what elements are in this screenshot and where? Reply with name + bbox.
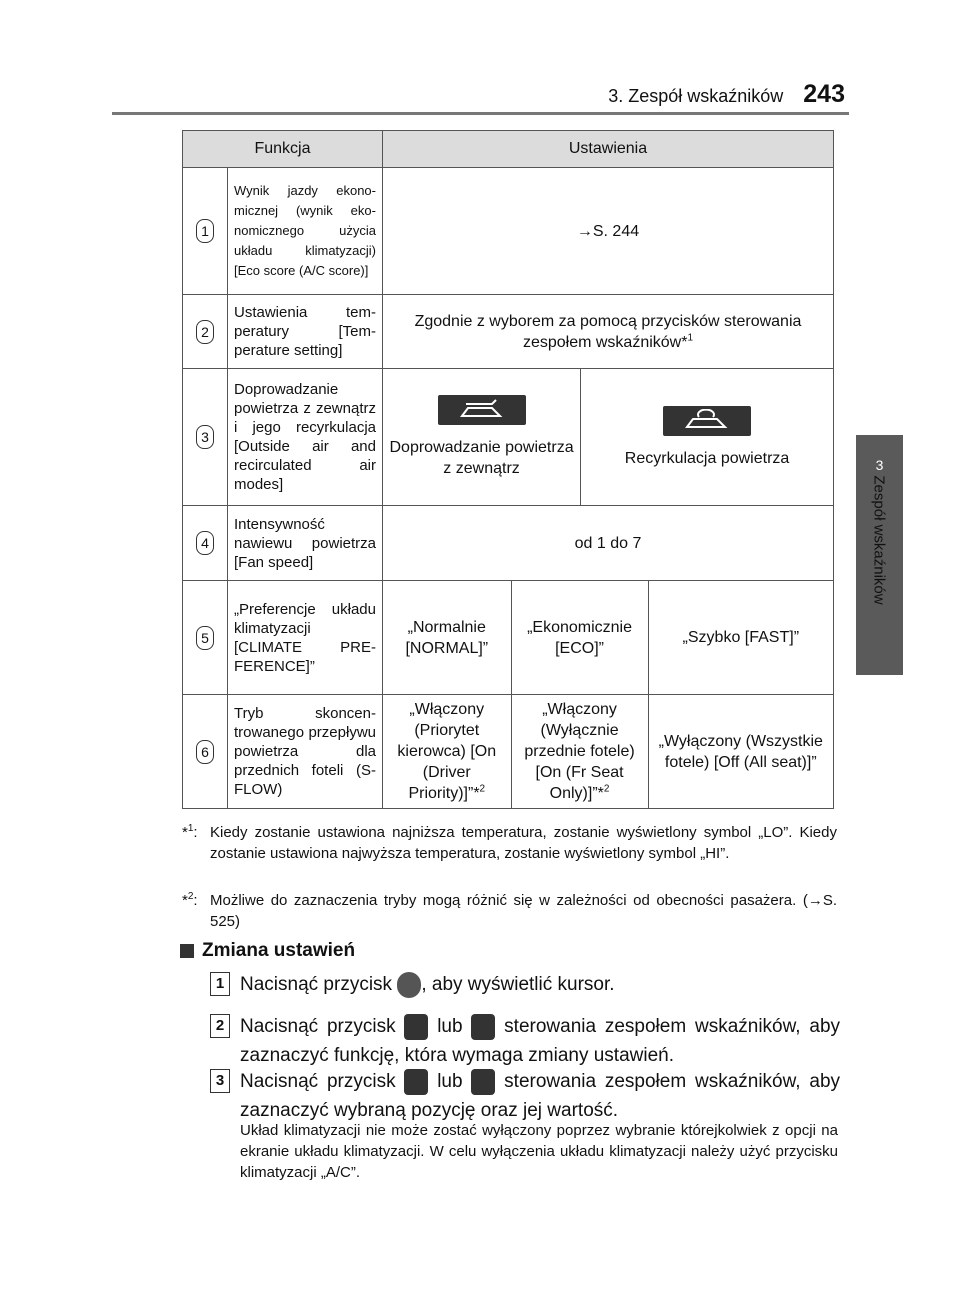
table-row [183,369,834,506]
function-cell: Tryb skoncentrowanego przepływu powietrza dla przednich foteli (S-FLOW) [228,695,383,809]
arrow-right-icon: → [807,892,823,909]
option-off-all: „Wyłączony (Wszystkie fotele) [Off (All seat)]” [648,695,833,809]
function-cell: Doprowadzanie powietrza z zewnątrz i jego recyrkulacja [Outside air and recirculated air modes] [228,369,383,506]
header-settings: Ustawienia [383,131,834,168]
option-fast: „Szybko [FAST]” [648,581,833,695]
arrow-right-icon: → [576,222,593,240]
option-on-front: „Włączony (Wyłącznie przednie fotele) [On (Fr Seat Only)]”*$^2$ [511,695,648,809]
section-title: 3. Zespół wskaźników [608,86,784,106]
value-cell: od 1 do 7 [383,506,834,581]
chapter-number: 3 [875,457,884,473]
step-1: 1 Nacisnąć przycisk , aby wyświetlić kursor. [210,970,840,999]
table-row [183,506,834,581]
ok-button-icon [397,972,421,998]
outside-air-cell: Doprowadzanie powietrza z zewnątrz [383,369,581,506]
table-row [183,168,834,295]
function-cell: Wynik jazdy ekonomicznej (wynik ekonomicznego użycia układu klimatyzacji) [Eco score (A/C score)] [228,168,383,295]
step-2: 2 Nacisnąć przycisk lub sterowania zespołem wskaźników, aby zaznaczyć funkcję, która wymaga zmiany ustawień. [210,1012,840,1070]
row-number: 4 [183,506,228,581]
function-cell: „Preferencje układu klimatyzacji [CLIMATE PREFERENCE]” [228,581,383,695]
section-heading: Zmiana ustawień [180,940,355,962]
recirculate-cell: Recyrkulacja powietrza [581,369,834,506]
left-button-icon [404,1069,428,1095]
option-eco: „Ekonomicznie [ECO]” [511,581,648,695]
table-row [183,581,834,695]
row-number: 6 [183,695,228,809]
header-rule [112,112,849,115]
footnote-1: *$^1$: Kiedy zostanie ustawiona najniższa temperatura, zostanie wyświetlony symbol „LO”. Kiedy zostanie ustawiona najwyższa temperatura, zostanie wyświetlony symbol „HI”. [182,823,837,862]
note-text: Układ klimatyzacji nie może zostać wyłączony poprzez wybranie którejkolwiek z opcji na ekranie układu klimatyzacji. W celu wyłączenia układu klimatyzacji należy użyć przycisku klimatyzacji „A/C”. [240,1122,838,1181]
recirculate-icon [663,406,751,436]
table-row [183,695,834,809]
chapter-label: Zespół wskaźników [870,475,888,605]
function-cell: Ustawienia temperatury [Temperature setting] [228,295,383,369]
up-button-icon [404,1014,428,1040]
page-number: 243 [803,80,845,108]
square-bullet-icon [180,944,194,958]
option-normal: „Normalnie [NORMAL]” [383,581,512,695]
down-button-icon [471,1014,495,1040]
outside-air-icon [438,395,526,425]
row-number: 3 [183,369,228,506]
option-on-driver: „Włączony (Priorytet kierowca) [On (Driver Priority)]”*$^2$ [383,695,512,809]
function-cell: Intensywność nawiewu powietrza [Fan speed] [228,506,383,581]
page-header [608,80,845,109]
table-header-row [183,131,834,168]
right-button-icon [471,1069,495,1095]
header-function: Funkcja [183,131,383,168]
row-number: 2 [183,295,228,369]
value-cell: Zgodnie z wyborem za pomocą przycisków sterowania zespołem wskaźników*$^1$ [383,295,834,369]
settings-table [182,130,834,809]
row-number: 5 [183,581,228,695]
step-3: 3 Nacisnąć przycisk lub sterowania zespołem wskaźników, aby zaznaczyć wybraną pozycję oraz jej wartość. [210,1067,840,1125]
row-number: 1 [183,168,228,295]
table-row [183,295,834,369]
value-cell: →S. 244 [383,168,834,295]
footnote-2: *$^2$: Możliwe do zaznaczenia tryby mogą różnić się w zależności od obecności pasażera. (→S. 525) [182,891,837,930]
